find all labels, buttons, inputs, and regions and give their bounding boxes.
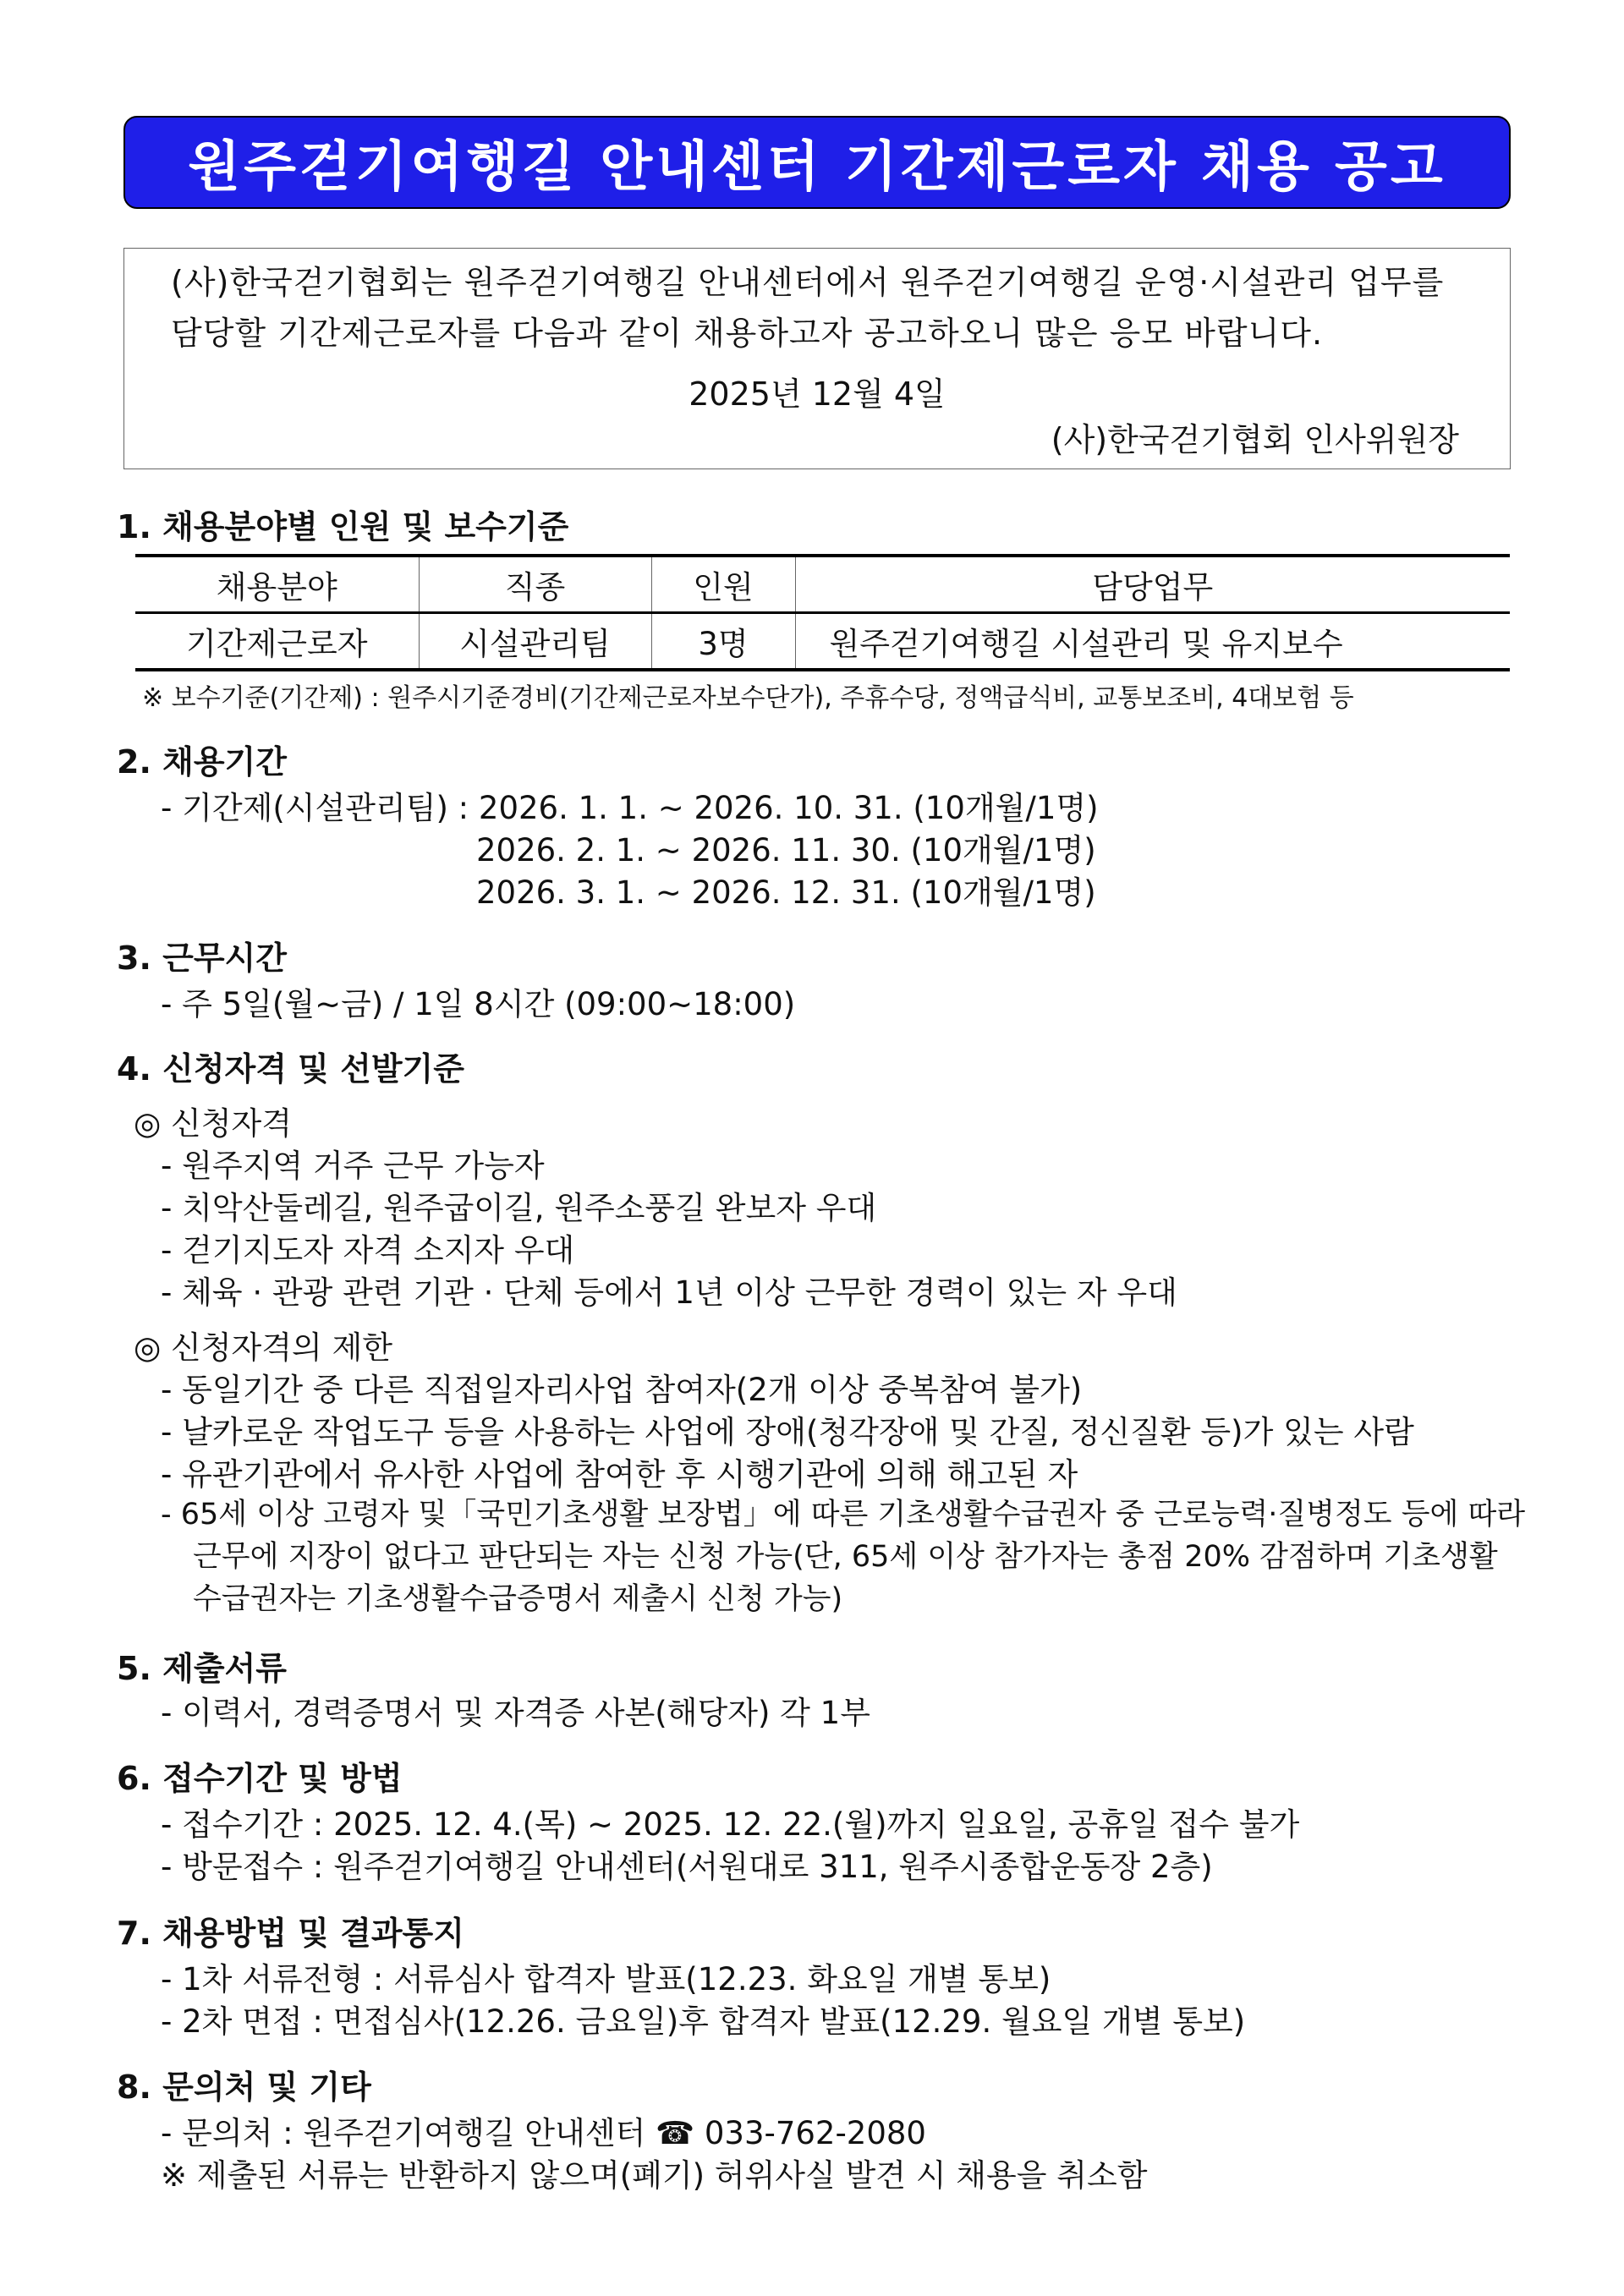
section-6-title: 6. 접수기간 및 방법 <box>117 1760 403 1797</box>
section-5-title: 5. 제출서류 <box>117 1650 287 1687</box>
salary-note: ※ 보수기준(기간제) : 원주시기준경비(기간제근로자보수단가), 주휴수당, 정액급식비, 교통보조비, 4대보험 등 <box>142 683 1354 713</box>
signer: (사)한국걷기협회 인사위원장 <box>1051 421 1459 458</box>
section-3-title: 3. 근무시간 <box>117 940 287 977</box>
intro-line-2: 담당할 기간제근로자를 다음과 같이 채용하고자 공고하오니 많은 응모 바랍니다. <box>171 315 1324 352</box>
period-line-3: 2026. 3. 1. ~ 2026. 12. 31. (10개월/1명) <box>476 874 1096 911</box>
list-item: - 원주지역 거주 근무 가능자 <box>161 1148 545 1184</box>
intro-text <box>171 257 1490 359</box>
list-item: - 날카로운 작업도구 등을 사용하는 사업에 장애(청각장애 및 간질, 정신질환 등)가 있는 사람 <box>161 1414 1414 1450</box>
period-line-2: 2026. 2. 1. ~ 2026. 11. 30. (10개월/1명) <box>476 832 1096 869</box>
subsection-restrictions: ◎ 신청자격의 제한 <box>134 1329 393 1366</box>
list-item: - 걷기지도자 자격 소지자 우대 <box>161 1232 575 1269</box>
list-item: - 치악산둘레길, 원주굽이길, 원주소풍길 완보자 우대 <box>161 1190 877 1226</box>
application-method-line: - 방문접수 : 원주걷기여행길 안내센터(서원대로 311, 원주시종합운동장 2층) <box>161 1849 1213 1885</box>
contact-line: - 문의처 : 원주걷기여행길 안내센터 ☎ 033-762-2080 <box>161 2115 926 2151</box>
title-banner <box>123 116 1511 209</box>
section-7-title: 7. 채용방법 및 결과통지 <box>117 1915 464 1952</box>
table-header: 인원 <box>651 556 795 613</box>
announcement-date: 2025년 12월 4일 <box>689 375 946 413</box>
table-cell: 3명 <box>651 613 795 671</box>
selection-step-2: - 2차 면접 : 면접심사(12.26. 금요일)후 합격자 발표(12.29. 월요일 개별 통보) <box>161 2003 1246 2040</box>
list-item: - 유관기관에서 유사한 사업에 참여한 후 시행기관에 의해 해고된 자 <box>161 1456 1078 1493</box>
section-4-title: 4. 신청자격 및 선발기준 <box>117 1050 464 1088</box>
list-item-continued: 수급권자는 기초생활수급증명서 제출시 신청 가능) <box>193 1582 843 1616</box>
documents-line: - 이력서, 경력증명서 및 자격증 사본(해당자) 각 1부 <box>161 1695 870 1731</box>
list-item: - 체육 · 관광 관련 기관 · 단체 등에서 1년 이상 근무한 경력이 있는 자 우대 <box>161 1274 1177 1311</box>
table-cell: 원주걷기여행길 시설관리 및 유지보수 <box>795 613 1510 671</box>
table-header-row <box>135 556 1510 613</box>
section-1-title: 1. 채용분야별 인원 및 보수기준 <box>117 508 569 545</box>
list-item: - 65세 이상 고령자 및「국민기초생활 보장법」에 따른 기초생활수급권자 중 근로능력·질병정도 등에 따라 <box>161 1498 1526 1532</box>
subsection-eligibility: ◎ 신청자격 <box>134 1105 293 1142</box>
section-8-title: 8. 문의처 및 기타 <box>117 2069 371 2106</box>
intro-box <box>123 248 1511 469</box>
page-title: 원주걷기여행길 안내센터 기간제근로자 채용 공고 <box>188 136 1446 199</box>
recruitment-table <box>135 554 1510 671</box>
selection-step-1: - 1차 서류전형 : 서류심사 합격자 발표(12.23. 화요일 개별 통보) <box>161 1961 1051 1997</box>
work-hours-line: - 주 5일(월~금) / 1일 8시간 (09:00~18:00) <box>161 986 796 1022</box>
table-cell: 기간제근로자 <box>186 626 368 662</box>
list-item-continued: 근무에 지장이 없다고 판단되는 자는 신청 가능(단, 65세 이상 참가자는 총점 20% 감점하며 기초생활 <box>193 1540 1498 1574</box>
table-header: 직종 <box>419 556 651 613</box>
table-row <box>135 613 1510 671</box>
section-2-title: 2. 채용기간 <box>117 743 287 781</box>
list-item: - 동일기간 중 다른 직접일자리사업 참여자(2개 이상 중복참여 불가) <box>161 1372 1083 1408</box>
table-cell: 시설관리팀 <box>419 613 651 671</box>
application-period-line: - 접수기간 : 2025. 12. 4.(목) ~ 2025. 12. 22.(월)까지 일요일, 공휴일 접수 불가 <box>161 1806 1300 1843</box>
table-header: 담당업무 <box>795 556 1510 613</box>
closing-note: ※ 제출된 서류는 반환하지 않으며(폐기) 허위사실 발견 시 채용을 취소함 <box>161 2157 1148 2194</box>
intro-line-1: (사)한국걷기협회는 원주걷기여행길 안내센터에서 원주걷기여행길 운영·시설관리 업무를 <box>171 264 1445 301</box>
period-line-1: - 기간제(시설관리팀) : 2026. 1. 1. ~ 2026. 10. 31. (10개월/1명) <box>161 790 1099 826</box>
table-header: 채용분야 <box>216 569 337 606</box>
